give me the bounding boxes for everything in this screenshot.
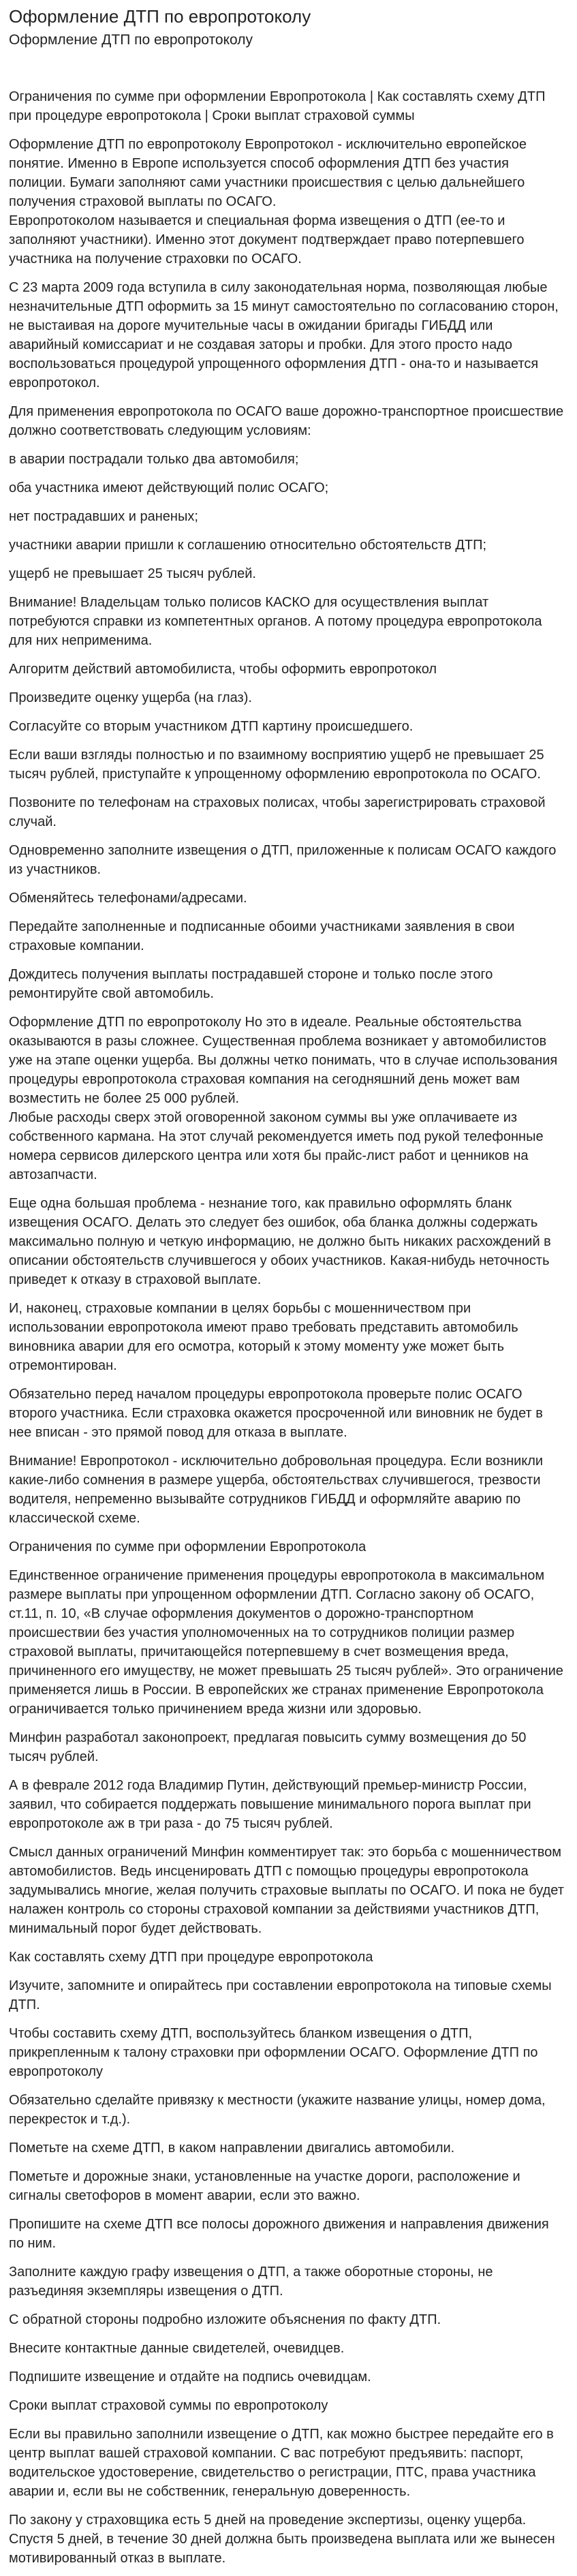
article-paragraph: Для применения европротокола по ОСАГО ваше дорожно-транспортное происшествие должно соответствовать следующим условиям: — [9, 404, 564, 438]
article-paragraph: Пометьте на схеме ДТП, в каком направлении двигались автомобили. — [9, 2141, 455, 2156]
article-paragraph: А в феврале 2012 года Владимир Путин, действующий премьер-министр России, заявил, что собирается поддержать повышение минимального порога выплат при европротоколе аж в три раза - до 75 тысяч рублей. — [9, 1778, 531, 1831]
article-paragraph: Алгоритм действий автомобилиста, чтобы оформить европротокол — [9, 662, 437, 677]
article-paragraph: Пропишите на схеме ДТП все полосы дорожного движения и направления движения по ним. — [9, 2217, 549, 2251]
article-paragraph: И, наконец, страховые компании в целях борьбы с мошенничеством при использовании европротокола имеют право требовать представить автомобиль виновника аварии для его осмотра, который к этому моменту уже может быть отремонтирован. — [9, 1301, 518, 1373]
article-paragraph: Сроки выплат страховой суммы по европротоколу — [9, 2398, 328, 2413]
article-paragraph: Смысл данных ограничений Минфин комментирует так: это борьба с мошенничеством автомобилистов. Ведь инсценировать ДТП с помощью процедуры европротокола задумывались многие, желая получить страховые выплаты по ОСАГО. И пока не будет налажен контроль со стороны страховой компании за действиями участников ДТП, минимальный порог будет действовать. — [9, 1845, 564, 1936]
article-paragraph: С обратной стороны подробно изложите объяснения по факту ДТП. — [9, 2312, 441, 2327]
article-paragraph: Позвоните по телефонам на страховых полисах, чтобы зарегистрировать страховой случай. — [9, 795, 546, 829]
page-subtitle: Оформление ДТП по европротоколу — [9, 32, 253, 48]
article-paragraph: участники аварии пришли к соглашению относительно обстоятельств ДТП; — [9, 538, 487, 553]
article-content — [9, 87, 565, 2568]
article-paragraph: Внимание! Владельцам только полисов КАСКО для осуществления выплат потребуются справки из компетентных органов. А потому процедура европротокола для них неприменима. — [9, 595, 542, 648]
article-paragraph: нет пострадавших и раненых; — [9, 509, 198, 524]
article-paragraph: Обменяйтесь телефонами/адресами. — [9, 891, 247, 906]
article-paragraph: Произведите оценку ущерба (на глаз). — [9, 690, 252, 705]
article-paragraph: Еще одна большая проблема - незнание того, как правильно оформлять бланк извещения ОСАГО. Делать это следует без ошибок, оба бланка должны содержать максимально полную и четкую информацию, не должно быть никаких расхождений в описании обстоятельств случившегося у обоих участников. Какая-нибудь неточность приведет к отказу в страховой выплате. — [9, 1196, 551, 1287]
article-paragraph: оба участника имеют действующий полис ОСАГО; — [9, 480, 329, 495]
article-paragraph: Передайте заполненные и подписанные обоими участниками заявления в свои страховые компании. — [9, 919, 515, 953]
article-paragraph: По закону у страховщика есть 5 дней на проведение экспертизы, оценку ущерба. Спустя 5 дней, в течение 30 дней должна быть произведена выплата или же вынесен мотивированный отказ в выплате. — [9, 2513, 555, 2566]
article-paragraph: Дождитесь получения выплаты пострадавшей стороне и только после этого ремонтируйте свой автомобиль. — [9, 967, 493, 1001]
article-paragraph: Если ваши взгляды полностью и по взаимному восприятию ущерб не превышает 25 тысяч рублей, приступайте к упрощенному оформлению европротокола по ОСАГО. — [9, 748, 544, 782]
article-paragraph: Согласуйте со вторым участником ДТП картину происшедшего. — [9, 719, 414, 734]
article-paragraph: Обязательно сделайте привязку к местности (укажите название улицы, номер дома, перекресток и т.д.). — [9, 2093, 546, 2127]
article-paragraph: Заполните каждую графу извещения о ДТП, а также оборотные стороны, не разъединяя экземпляры извещения о ДТП. — [9, 2265, 493, 2299]
article-paragraph: Минфин разработал законопроект, предлагая повысить сумму возмещения до 50 тысяч рублей. — [9, 1730, 527, 1764]
page-title: Оформление ДТП по европротоколу — [9, 6, 311, 27]
article-paragraph: С 23 марта 2009 года вступила в силу законодательная норма, позволяющая любые незначительные ДТП оформить за 15 минут самостоятельно по согласованию сторон, не выстаивая на дороге мучительные часы в ожидании бригады ГИБДД или аварийный комиссариат и не создавая заторы и пробки. Для этого просто надо воспользоваться процедурой упрощенного оформления ДТП - она-то и называется европротокол. — [9, 280, 559, 390]
article-paragraph: Чтобы составить схему ДТП, воспользуйтесь бланком извещения о ДТП, прикрепленным к талону страховки при оформлении ОСАГО. Оформление ДТП по европротоколу — [9, 2026, 538, 2079]
article-paragraph: ущерб не превышает 25 тысяч рублей. — [9, 566, 256, 581]
article-paragraph: Внесите контактные данные свидетелей, очевидцев. — [9, 2341, 345, 2356]
article-paragraph: Внимание! Европротокол - исключительно добровольная процедура. Если возникли какие-либо сомнения в размере ущерба, обстоятельствах случившегося, трезвости водителя, непременно вызывайте сотрудников ГИБДД и оформляйте аварию по классической схеме. — [9, 1454, 544, 1526]
article-paragraph: Оформление ДТП по европротоколу Но это в идеале. Реальные обстоятельства оказываются в разы сложнее. Существенная проблема возникает у автомобилистов уже на этапе оценки ущерба. Вы должны четко понимать, что в случае использования процедуры европротокола страховая компания на сегодняшний день может вам возместить не более 25 000 рублей. Любые расходы сверх этой оговоренной законом суммы вы уже оплачиваете из собственного кармана. На этот случай рекомендуется иметь под рукой телефонные номера сервисов дилерского центра или хотя бы прайс-лист работ и ценников на автозапчасти. — [9, 1015, 558, 1182]
article-paragraph: в аварии пострадали только два автомобиля; — [9, 452, 299, 467]
article-paragraph: Единственное ограничение применения процедуры европротокола в максимальном размере выплаты при упрощенном оформлении ДТП. Согласно закону об ОСАГО, ст.11, п. 10, «В случае оформления документов о дорожно-транспортном происшествии без участия уполномоченных на то сотрудников полиции размер страховой выплаты, причитающейся потерпевшему в счет возмещения вреда, причиненного его имуществу, не может превышать 25 тысяч рублей». Это ограничение применяется лишь в России. В европейских же странах применение Европротокола ограничивается только причинением вреда жизни или здоровью. — [9, 1568, 563, 1717]
article-paragraph: Ограничения по сумме при оформлении Европротокола | Как составлять схему ДТП при процедуре европротокола | Сроки выплат страховой суммы — [9, 89, 546, 123]
article-paragraph: Изучите, запомните и опирайтесь при составлении европротокола на типовые схемы ДТП. — [9, 1978, 552, 2012]
article-paragraph: Как составлять схему ДТП при процедуре европротокола — [9, 1950, 373, 1965]
article-paragraph: Подпишите извещение и отдайте на подпись очевидцам. — [9, 2370, 371, 2385]
article-paragraph: Если вы правильно заполнили извещение о ДТП, как можно быстрее передайте его в центр выплат вашей страховой компании. С вас потребуют предъявить: паспорт, водительское удостоверение, свидетельство о регистрации, ПТС, права участника аварии и, если вы не собственник, генеральную доверенность. — [9, 2427, 554, 2499]
article-paragraph: Пометьте и дорожные знаки, установленные на участке дороги, расположение и сигналы светофоров в момент аварии, если это важно. — [9, 2169, 520, 2203]
article-paragraph: Оформление ДТП по европротоколу Европротокол - исключительно европейское понятие. Именно в Европе используется способ оформления ДТП без участия полиции. Бумаги заполняют сами участники происшествия с целью дальнейшего получения страховой выплаты по ОСАГО. Европротоколом называется и специальная форма извещения о ДТП (ее-то и заполняют участники). Именно этот документ подтверждает право потерпевшего участника на получение страховки по ОСАГО. — [9, 137, 527, 266]
article-paragraph: Ограничения по сумме при оформлении Европротокола — [9, 1539, 367, 1554]
article-paragraph: Обязательно перед началом процедуры европротокола проверьте полис ОСАГО второго участника. Если страховка окажется просроченной или виновник не будет в нее вписан - это прямой повод для отказа в выплате. — [9, 1387, 543, 1440]
article-paragraph: Одновременно заполните извещения о ДТП, приложенные к полисам ОСАГО каждого из участников. — [9, 843, 557, 877]
